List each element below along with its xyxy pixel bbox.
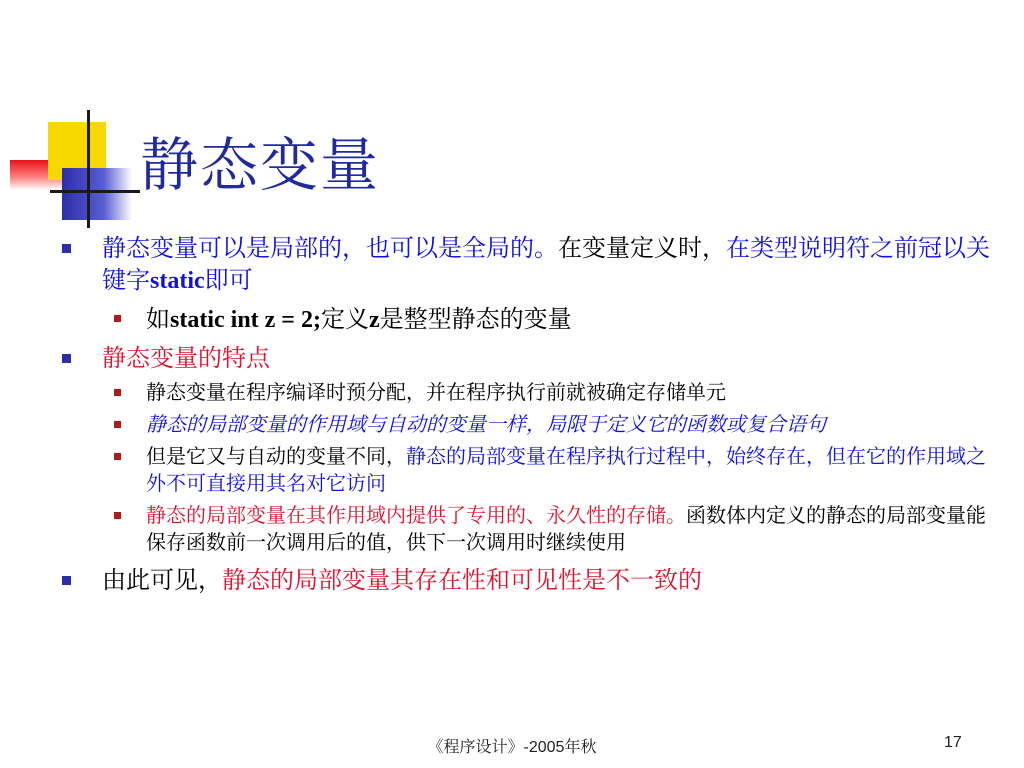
bullet-square-icon [114,512,121,519]
bullet-item-2: 静态变量的特点 [60,342,990,374]
sub-item-1: 静态变量在程序编译时预分配，并在程序执行前就被确定存储单元 [60,379,990,406]
logo-horizontal-line [50,190,140,193]
sub-item-4: 静态的局部变量在其作用域内提供了专用的、永久性的存储。函数体内定义的静态的局部变量能保存函数前一次调用后的值，供下一次调用时继续使用 [60,502,990,556]
page-number: 17 [944,734,962,751]
bullet-square-icon [62,244,71,253]
bullet-square-icon [114,421,121,428]
sub-item-3: 但是它又与自动的变量不同，静态的局部变量在程序执行过程中，始终存在，但在它的作用域之外不可直接用其名对它访问 [60,443,990,497]
bullet-item-1: 静态变量可以是局部的，也可以是全局的。在变量定义时，在类型说明符之前冠以关键字static即可 [60,232,990,297]
bullet-square-icon [114,453,121,460]
bullet-square-icon [114,389,121,396]
bullet-square-icon [114,315,121,322]
sub-item-2: 静态的局部变量的作用域与自动的变量一样，局限于定义它的函数或复合语句 [60,411,990,438]
logo-blue-block [62,168,132,220]
sub-item-example: 如static int z = 2;定义z是整型静态的变量 [60,303,990,336]
logo-vertical-line [87,110,90,228]
bullet-square-icon [62,354,71,363]
bullet-item-3: 由此可见，静态的局部变量其存在性和可见性是不一致的 [60,564,990,596]
footer-course-label: 《程序设计》-2005年秋 [427,739,597,756]
bullet-square-icon [62,576,71,585]
bullet-list [60,228,990,596]
slide-title: 静态变量 [140,131,381,199]
